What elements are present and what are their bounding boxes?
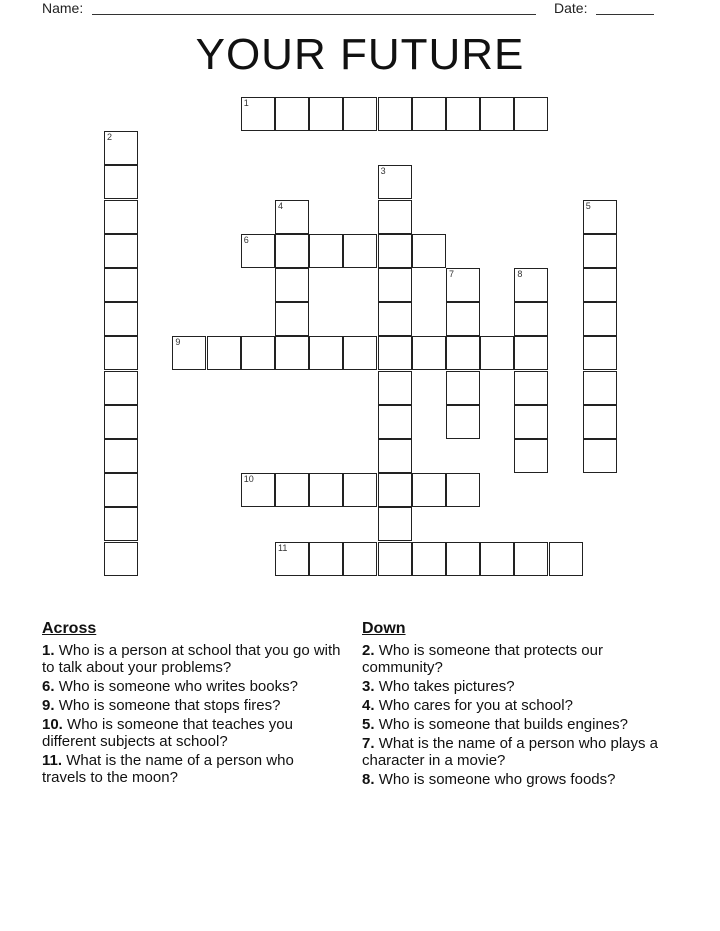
crossword-cell[interactable] bbox=[446, 542, 480, 576]
crossword-cell[interactable] bbox=[583, 268, 617, 302]
crossword-cell[interactable] bbox=[104, 165, 138, 199]
crossword-cell-6[interactable] bbox=[241, 234, 275, 268]
down-heading: Down bbox=[362, 620, 406, 637]
clue-across-10: 10. Who is someone that teaches you different subjects at school? bbox=[42, 716, 293, 750]
crossword-cell-11[interactable] bbox=[275, 542, 309, 576]
clue-number: 2 bbox=[107, 132, 113, 143]
name-label: Name: bbox=[42, 0, 84, 16]
clue-down-4: 4. Who cares for you at school? bbox=[362, 697, 573, 714]
clue-number: 10 bbox=[243, 474, 254, 485]
crossword-cell[interactable] bbox=[275, 234, 309, 268]
crossword-cell[interactable] bbox=[378, 336, 412, 370]
clue-number: 8 bbox=[517, 269, 523, 279]
crossword-cell[interactable] bbox=[412, 336, 446, 370]
crossword-cell-10[interactable] bbox=[241, 473, 275, 507]
crossword-cell[interactable] bbox=[583, 234, 617, 268]
crossword-cell[interactable] bbox=[446, 473, 480, 507]
crossword-cell[interactable] bbox=[343, 234, 377, 268]
clue-across-9: 9. Who is someone that stops fires? bbox=[42, 697, 281, 714]
crossword-cell[interactable] bbox=[275, 302, 309, 336]
crossword-cell[interactable] bbox=[378, 371, 412, 405]
crossword-cell[interactable] bbox=[583, 405, 617, 439]
crossword-cell[interactable] bbox=[514, 302, 548, 336]
crossword-cell[interactable] bbox=[343, 336, 377, 370]
crossword-cell[interactable] bbox=[275, 97, 309, 131]
crossword-cell[interactable] bbox=[309, 542, 343, 576]
crossword-cell[interactable] bbox=[378, 473, 412, 507]
crossword-cell-4[interactable] bbox=[275, 200, 309, 234]
crossword-cell[interactable] bbox=[207, 336, 241, 370]
crossword-cell[interactable] bbox=[104, 542, 138, 576]
crossword-cell[interactable] bbox=[104, 507, 138, 541]
crossword-cell[interactable] bbox=[378, 507, 412, 541]
crossword-cell[interactable] bbox=[104, 302, 138, 336]
crossword-cell[interactable] bbox=[378, 405, 412, 439]
crossword-cell[interactable] bbox=[480, 336, 514, 370]
crossword-cell[interactable] bbox=[378, 268, 412, 302]
crossword-cell[interactable] bbox=[378, 234, 412, 268]
page-title: YOUR FUTURE bbox=[195, 30, 525, 79]
crossword-cell[interactable] bbox=[104, 405, 138, 439]
crossword-cell[interactable] bbox=[104, 371, 138, 405]
crossword-cell[interactable] bbox=[378, 439, 412, 473]
crossword-cell[interactable] bbox=[514, 542, 548, 576]
crossword-cell[interactable] bbox=[309, 97, 343, 131]
clue-number: 1 bbox=[243, 98, 249, 108]
crossword-cell[interactable] bbox=[583, 371, 617, 405]
crossword-cell[interactable] bbox=[412, 97, 446, 131]
clue-number: 4 bbox=[278, 200, 284, 211]
crossword-cell[interactable] bbox=[412, 234, 446, 268]
clue-number: 3 bbox=[380, 166, 386, 177]
crossword-cell[interactable] bbox=[309, 234, 343, 268]
across-heading: Across bbox=[42, 620, 97, 637]
clue-across-1: 1. Who is a person at school that you go with to talk about your problems? bbox=[42, 642, 341, 676]
crossword-cell-1[interactable] bbox=[241, 97, 275, 131]
clue-number: 7 bbox=[449, 269, 455, 279]
clue-number: 5 bbox=[585, 200, 591, 211]
crossword-cell[interactable] bbox=[104, 473, 138, 507]
crossword-cell-3[interactable] bbox=[378, 165, 412, 199]
crossword-cell[interactable] bbox=[104, 268, 138, 302]
clue-down-8: 8. Who is someone who grows foods? bbox=[362, 771, 616, 788]
crossword-cell[interactable] bbox=[514, 439, 548, 473]
crossword-cell[interactable] bbox=[446, 405, 480, 439]
crossword-cell[interactable] bbox=[104, 336, 138, 370]
clue-down-7: 7. What is the name of a person who plays a character in a movie? bbox=[362, 735, 659, 769]
crossword-cell[interactable] bbox=[583, 302, 617, 336]
clue-across-11: 11. What is the name of a person who travels to the moon? bbox=[42, 752, 294, 786]
crossword-cell[interactable] bbox=[514, 97, 548, 131]
crossword-cell[interactable] bbox=[275, 268, 309, 302]
crossword-cell[interactable] bbox=[275, 336, 309, 370]
crossword-cell[interactable] bbox=[446, 97, 480, 131]
crossword-cell[interactable] bbox=[446, 371, 480, 405]
crossword-cell[interactable] bbox=[309, 473, 343, 507]
crossword-cell-7[interactable] bbox=[446, 268, 480, 302]
crossword-cell[interactable] bbox=[104, 234, 138, 268]
crossword-cell[interactable] bbox=[378, 302, 412, 336]
crossword-cell-5[interactable] bbox=[583, 200, 617, 234]
crossword-cell[interactable] bbox=[378, 97, 412, 131]
crossword-cell[interactable] bbox=[241, 336, 275, 370]
clue-down-2: 2. Who is someone that protects our community? bbox=[362, 642, 603, 676]
crossword-cell-2[interactable] bbox=[104, 131, 138, 165]
crossword-cell[interactable] bbox=[412, 542, 446, 576]
clue-number: 11 bbox=[278, 542, 288, 553]
crossword-cell[interactable] bbox=[309, 336, 343, 370]
crossword-cell[interactable] bbox=[549, 542, 583, 576]
crossword-cell[interactable] bbox=[514, 371, 548, 405]
crossword-cell[interactable] bbox=[343, 542, 377, 576]
crossword-cell[interactable] bbox=[583, 439, 617, 473]
crossword-cell[interactable] bbox=[378, 200, 412, 234]
crossword-cell-9[interactable] bbox=[172, 336, 206, 370]
crossword-cell[interactable] bbox=[343, 473, 377, 507]
crossword-cell[interactable] bbox=[446, 302, 480, 336]
crossword-cell[interactable] bbox=[446, 336, 480, 370]
across-clues bbox=[42, 620, 342, 788]
down-clues bbox=[362, 620, 662, 790]
crossword-cell[interactable] bbox=[514, 405, 548, 439]
clue-down-5: 5. Who is someone that builds engines? bbox=[362, 716, 629, 733]
clue-number: 6 bbox=[243, 234, 249, 245]
crossword-cell[interactable] bbox=[378, 542, 412, 576]
clue-across-6: 6. Who is someone who writes books? bbox=[42, 678, 298, 695]
crossword-cell[interactable] bbox=[480, 97, 514, 131]
clue-number: 9 bbox=[175, 337, 181, 348]
crossword-cell[interactable] bbox=[514, 336, 548, 370]
crossword-cell[interactable] bbox=[412, 473, 446, 507]
crossword-cell-8[interactable] bbox=[514, 268, 548, 302]
crossword-cell[interactable] bbox=[583, 336, 617, 370]
crossword-cell[interactable] bbox=[275, 473, 309, 507]
crossword-cell[interactable] bbox=[480, 542, 514, 576]
date-label: Date: bbox=[554, 0, 588, 16]
crossword-cell[interactable] bbox=[343, 97, 377, 131]
crossword-cell[interactable] bbox=[104, 439, 138, 473]
clue-down-3: 3. Who takes pictures? bbox=[362, 678, 515, 695]
crossword-cell[interactable] bbox=[104, 200, 138, 234]
